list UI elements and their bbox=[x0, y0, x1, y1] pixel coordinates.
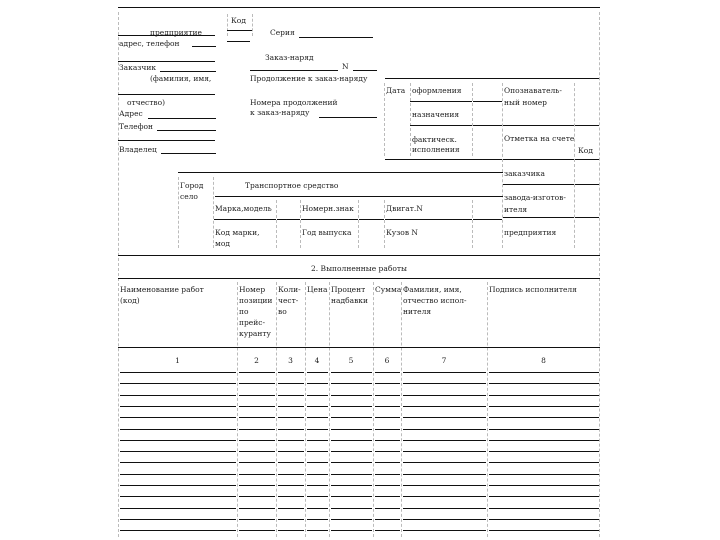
column-header: чест- bbox=[278, 296, 299, 305]
line bbox=[503, 159, 574, 160]
table-row-line[interactable] bbox=[403, 496, 486, 497]
owner-label: Владелец bbox=[119, 145, 157, 154]
table-row-line[interactable] bbox=[489, 451, 599, 452]
column-divider bbox=[373, 282, 374, 537]
divider bbox=[502, 83, 503, 248]
table-row-line[interactable] bbox=[239, 429, 275, 430]
table-row-line[interactable] bbox=[403, 519, 486, 520]
table-row-line[interactable] bbox=[239, 406, 275, 407]
section-divider bbox=[118, 255, 600, 256]
city-label: Город bbox=[180, 181, 204, 190]
table-row-line[interactable] bbox=[331, 383, 372, 384]
column-number: 3 bbox=[288, 356, 293, 365]
column-header: (код) bbox=[120, 296, 140, 305]
column-divider bbox=[276, 282, 277, 537]
table-row-line[interactable] bbox=[120, 508, 236, 509]
table-row-line[interactable] bbox=[278, 429, 304, 430]
table-row-line[interactable] bbox=[278, 530, 304, 531]
address-label: Адрес bbox=[119, 109, 143, 118]
divider bbox=[410, 83, 411, 156]
order-number-field[interactable] bbox=[250, 70, 338, 71]
address-phone-field[interactable] bbox=[192, 46, 216, 47]
table-row-line[interactable] bbox=[278, 451, 304, 452]
table-row-line[interactable] bbox=[239, 383, 275, 384]
table-row-line[interactable] bbox=[120, 485, 236, 486]
line bbox=[575, 159, 599, 160]
right-border bbox=[599, 12, 600, 537]
column-number: 2 bbox=[254, 356, 259, 365]
table-row-line[interactable] bbox=[278, 519, 304, 520]
column-header: куранту bbox=[239, 329, 271, 338]
table-row-line[interactable] bbox=[307, 519, 328, 520]
table-row-line[interactable] bbox=[403, 485, 486, 486]
order-title: Заказ-наряд bbox=[265, 53, 314, 62]
table-row-line[interactable] bbox=[120, 530, 236, 531]
address-phone-label: адрес, телефон bbox=[119, 39, 180, 48]
table-row-line[interactable] bbox=[331, 395, 372, 396]
table-row-line[interactable] bbox=[489, 508, 599, 509]
id-code-label: Код bbox=[578, 146, 593, 155]
table-row-line[interactable] bbox=[403, 474, 486, 475]
planned-date-field[interactable] bbox=[410, 125, 472, 126]
table-row-line[interactable] bbox=[375, 395, 400, 396]
table-row-line[interactable] bbox=[331, 462, 372, 463]
table-row-line[interactable] bbox=[489, 440, 599, 441]
customer-code-label: заказчика bbox=[504, 169, 545, 178]
table-row-line[interactable] bbox=[489, 429, 599, 430]
address-field[interactable] bbox=[148, 118, 216, 119]
table-row-line[interactable] bbox=[403, 395, 486, 396]
table-row-line[interactable] bbox=[375, 406, 400, 407]
table-row-line[interactable] bbox=[489, 383, 599, 384]
code-label: Код bbox=[231, 16, 246, 25]
line bbox=[178, 172, 503, 173]
table-row-line[interactable] bbox=[120, 451, 236, 452]
column-header: Процент bbox=[331, 285, 366, 294]
actual-date-field[interactable] bbox=[385, 159, 502, 160]
table-row-line[interactable] bbox=[489, 406, 599, 407]
table-row-line[interactable] bbox=[239, 451, 275, 452]
line bbox=[118, 140, 215, 141]
table-row-line[interactable] bbox=[403, 451, 486, 452]
table-row-line[interactable] bbox=[331, 530, 372, 531]
table-row-line[interactable] bbox=[239, 519, 275, 520]
works-header-top bbox=[118, 278, 600, 279]
table-row-line[interactable] bbox=[307, 395, 328, 396]
table-row-line[interactable] bbox=[278, 417, 304, 418]
table-row-line[interactable] bbox=[120, 395, 236, 396]
table-row-line[interactable] bbox=[239, 508, 275, 509]
line bbox=[359, 219, 384, 220]
table-row-line[interactable] bbox=[120, 372, 236, 373]
id-number-label: Опознаватель- bbox=[504, 86, 562, 95]
column-header: позиции bbox=[239, 296, 273, 305]
line bbox=[385, 78, 599, 79]
table-row-line[interactable] bbox=[239, 530, 275, 531]
column-header: по bbox=[239, 307, 249, 316]
table-row-line[interactable] bbox=[278, 406, 304, 407]
customer-field[interactable] bbox=[160, 71, 216, 72]
divider bbox=[213, 177, 214, 248]
table-row-line[interactable] bbox=[489, 496, 599, 497]
continuation-numbers-field[interactable] bbox=[319, 117, 377, 118]
body-label: Кузов N bbox=[386, 228, 418, 237]
continuation-numbers-label: Номера продолжений bbox=[250, 98, 338, 107]
table-row-line[interactable] bbox=[278, 372, 304, 373]
table-row-line[interactable] bbox=[489, 519, 599, 520]
table-row-line[interactable] bbox=[278, 383, 304, 384]
column-number: 4 bbox=[314, 356, 320, 365]
table-row-line[interactable] bbox=[375, 508, 400, 509]
table-row-line[interactable] bbox=[120, 519, 236, 520]
table-row-line[interactable] bbox=[120, 474, 236, 475]
table-row-line[interactable] bbox=[239, 496, 275, 497]
divider bbox=[384, 200, 385, 248]
table-row-line[interactable] bbox=[331, 508, 372, 509]
table-row-line[interactable] bbox=[375, 519, 400, 520]
column-header: прейс- bbox=[239, 318, 265, 327]
column-header: Сумма bbox=[375, 285, 402, 294]
table-row-line[interactable] bbox=[307, 462, 328, 463]
table-row-line[interactable] bbox=[307, 406, 328, 407]
table-row-line[interactable] bbox=[489, 395, 599, 396]
column-header: надбавки bbox=[331, 296, 368, 305]
table-row-line[interactable] bbox=[375, 530, 400, 531]
works-section-title: 2. Выполненные работы bbox=[311, 264, 407, 273]
divider bbox=[472, 83, 473, 156]
divider bbox=[276, 200, 277, 248]
column-header: Коли- bbox=[278, 285, 301, 294]
table-row-line[interactable] bbox=[403, 508, 486, 509]
table-row-line[interactable] bbox=[120, 440, 236, 441]
table-row-line[interactable] bbox=[307, 496, 328, 497]
manufacturer-code-box[interactable] bbox=[575, 217, 599, 218]
divider bbox=[472, 200, 473, 248]
make-model-label: Марка,модель bbox=[215, 204, 272, 213]
series-label: Серия bbox=[270, 28, 295, 37]
table-row-line[interactable] bbox=[120, 406, 236, 407]
table-row-line[interactable] bbox=[331, 429, 372, 430]
divider bbox=[300, 200, 301, 248]
phone-label: Телефон bbox=[119, 122, 154, 131]
continuation-label: Продолжение к заказ-наряду bbox=[250, 74, 368, 83]
table-row-line[interactable] bbox=[307, 417, 328, 418]
number-label: N bbox=[342, 62, 349, 71]
table-row-line[interactable] bbox=[489, 485, 599, 486]
code-divider bbox=[252, 14, 253, 36]
code-field[interactable] bbox=[227, 30, 252, 31]
planned-date-label: назначения bbox=[412, 110, 460, 119]
engine-label: Двигат.N bbox=[386, 204, 423, 213]
table-row-line[interactable] bbox=[403, 372, 486, 373]
table-row-line[interactable] bbox=[278, 508, 304, 509]
column-number: 7 bbox=[441, 356, 447, 365]
table-row-line[interactable] bbox=[403, 462, 486, 463]
manufacturer-field[interactable] bbox=[503, 217, 574, 218]
table-row-line[interactable] bbox=[239, 372, 275, 373]
table-row-line[interactable] bbox=[375, 451, 400, 452]
table-row-line[interactable] bbox=[331, 406, 372, 407]
column-header: во bbox=[278, 307, 287, 316]
table-row-line[interactable] bbox=[278, 395, 304, 396]
table-row-line[interactable] bbox=[120, 417, 236, 418]
left-border bbox=[118, 12, 119, 537]
line bbox=[575, 125, 599, 126]
table-row-line[interactable] bbox=[331, 372, 372, 373]
column-number: 6 bbox=[384, 356, 390, 365]
table-row-line[interactable] bbox=[239, 485, 275, 486]
column-divider bbox=[329, 282, 330, 537]
column-number: 5 bbox=[348, 356, 354, 365]
owner-field[interactable] bbox=[161, 153, 216, 154]
table-row-line[interactable] bbox=[307, 530, 328, 531]
table-row-line[interactable] bbox=[120, 496, 236, 497]
actual-date-label: фактическ. bbox=[412, 135, 457, 144]
column-number: 8 bbox=[541, 356, 546, 365]
table-row-line[interactable] bbox=[375, 372, 400, 373]
name-hint-2: отчество) bbox=[127, 98, 166, 107]
manufacturer-label-2: ителя bbox=[504, 205, 528, 214]
table-row-line[interactable] bbox=[307, 372, 328, 373]
table-row-line[interactable] bbox=[278, 474, 304, 475]
table-row-line[interactable] bbox=[331, 440, 372, 441]
works-header-bottom bbox=[118, 347, 600, 348]
table-row-line[interactable] bbox=[331, 451, 372, 452]
table-row-line[interactable] bbox=[489, 530, 599, 531]
order-number-field-2[interactable] bbox=[353, 70, 377, 71]
table-row-line[interactable] bbox=[239, 395, 275, 396]
table-row-line[interactable] bbox=[239, 417, 275, 418]
table-row-line[interactable] bbox=[120, 383, 236, 384]
phone-field[interactable] bbox=[157, 130, 216, 131]
id-number-field[interactable] bbox=[503, 125, 574, 126]
table-row-line[interactable] bbox=[331, 496, 372, 497]
continuation-numbers-label-2: к заказ-наряду bbox=[250, 108, 310, 117]
column-divider bbox=[487, 282, 488, 537]
make-code-label: Код марки, bbox=[215, 228, 260, 237]
table-row-line[interactable] bbox=[403, 406, 486, 407]
table-row-line[interactable] bbox=[307, 508, 328, 509]
table-row-line[interactable] bbox=[331, 485, 372, 486]
plate-field[interactable] bbox=[301, 219, 358, 220]
enterprise-label: предприятие bbox=[150, 28, 202, 37]
manufacturer-label: завода-изготов- bbox=[504, 193, 566, 202]
divider bbox=[384, 83, 385, 156]
table-row-line[interactable] bbox=[403, 383, 486, 384]
table-row-line[interactable] bbox=[278, 462, 304, 463]
table-row-line[interactable] bbox=[489, 462, 599, 463]
vehicle-title: Транспортное средство bbox=[245, 181, 339, 190]
table-row-line[interactable] bbox=[239, 440, 275, 441]
divider bbox=[178, 177, 179, 248]
invoice-mark-label: Отметка на счете bbox=[504, 134, 575, 143]
table-row-line[interactable] bbox=[239, 462, 275, 463]
column-header: нителя bbox=[403, 307, 432, 316]
make-code-label-2: мод bbox=[215, 239, 230, 248]
table-row-line[interactable] bbox=[403, 530, 486, 531]
city-label-2: село bbox=[180, 192, 198, 201]
line bbox=[473, 219, 502, 220]
enterprise-code-label: предприятия bbox=[504, 228, 557, 237]
divider bbox=[358, 200, 359, 248]
table-row-line[interactable] bbox=[375, 383, 400, 384]
name-hint: (фамилия, имя, bbox=[150, 74, 212, 83]
divider bbox=[574, 83, 575, 248]
column-divider bbox=[305, 282, 306, 537]
table-row-line[interactable] bbox=[375, 485, 400, 486]
date-label: Дата bbox=[386, 86, 406, 95]
line bbox=[277, 219, 300, 220]
plate-label: Номерн.знак bbox=[302, 204, 354, 213]
series-field[interactable] bbox=[299, 37, 373, 38]
table-row-line[interactable] bbox=[489, 372, 599, 373]
table-row-line[interactable] bbox=[120, 462, 236, 463]
table-row-line[interactable] bbox=[375, 496, 400, 497]
table-row-line[interactable] bbox=[307, 485, 328, 486]
code-divider bbox=[227, 14, 228, 36]
top-border bbox=[118, 7, 600, 8]
table-row-line[interactable] bbox=[307, 429, 328, 430]
year-label: Год выпуска bbox=[302, 228, 352, 237]
table-row-line[interactable] bbox=[489, 474, 599, 475]
code-field-2[interactable] bbox=[227, 41, 250, 42]
column-header: отчество испол- bbox=[403, 296, 467, 305]
table-row-line[interactable] bbox=[307, 383, 328, 384]
table-row-line[interactable] bbox=[375, 440, 400, 441]
table-row-line[interactable] bbox=[239, 474, 275, 475]
column-header: Номер bbox=[239, 285, 266, 294]
table-row-line[interactable] bbox=[403, 429, 486, 430]
column-divider bbox=[401, 282, 402, 537]
table-row-line[interactable] bbox=[331, 519, 372, 520]
table-row-line[interactable] bbox=[403, 417, 486, 418]
customer-label: Заказчик bbox=[119, 63, 157, 72]
engine-field[interactable] bbox=[385, 219, 472, 220]
line bbox=[473, 125, 502, 126]
table-row-line[interactable] bbox=[278, 440, 304, 441]
column-header: Подпись исполнителя bbox=[489, 285, 577, 294]
table-row-line[interactable] bbox=[278, 485, 304, 486]
customer-code-field[interactable] bbox=[503, 184, 574, 185]
table-row-line[interactable] bbox=[331, 474, 372, 475]
table-row-line[interactable] bbox=[307, 474, 328, 475]
id-number-label-2: ный номер bbox=[504, 98, 547, 107]
make-model-field[interactable] bbox=[214, 219, 276, 220]
table-row-line[interactable] bbox=[489, 417, 599, 418]
line bbox=[215, 196, 503, 197]
column-number: 1 bbox=[175, 356, 180, 365]
table-row-line[interactable] bbox=[307, 451, 328, 452]
column-header: Наименование работ bbox=[120, 285, 204, 294]
issue-date-label: оформления bbox=[412, 86, 462, 95]
table-row-line[interactable] bbox=[307, 440, 328, 441]
table-row-line[interactable] bbox=[278, 496, 304, 497]
table-row-line[interactable] bbox=[403, 440, 486, 441]
line bbox=[118, 61, 215, 62]
table-row-line[interactable] bbox=[120, 429, 236, 430]
customer-name-field[interactable] bbox=[118, 94, 215, 95]
table-row-line[interactable] bbox=[375, 474, 400, 475]
table-row-line[interactable] bbox=[375, 417, 400, 418]
actual-date-label-2: исполнения bbox=[412, 145, 460, 154]
table-row-line[interactable] bbox=[375, 462, 400, 463]
table-row-line[interactable] bbox=[331, 417, 372, 418]
issue-date-field[interactable] bbox=[410, 101, 472, 102]
table-row-line[interactable] bbox=[375, 429, 400, 430]
customer-code-box[interactable] bbox=[575, 184, 599, 185]
column-divider bbox=[237, 282, 238, 537]
line bbox=[473, 101, 502, 102]
column-header: Фамилия, имя, bbox=[403, 285, 462, 294]
column-header: Цена bbox=[307, 285, 328, 294]
